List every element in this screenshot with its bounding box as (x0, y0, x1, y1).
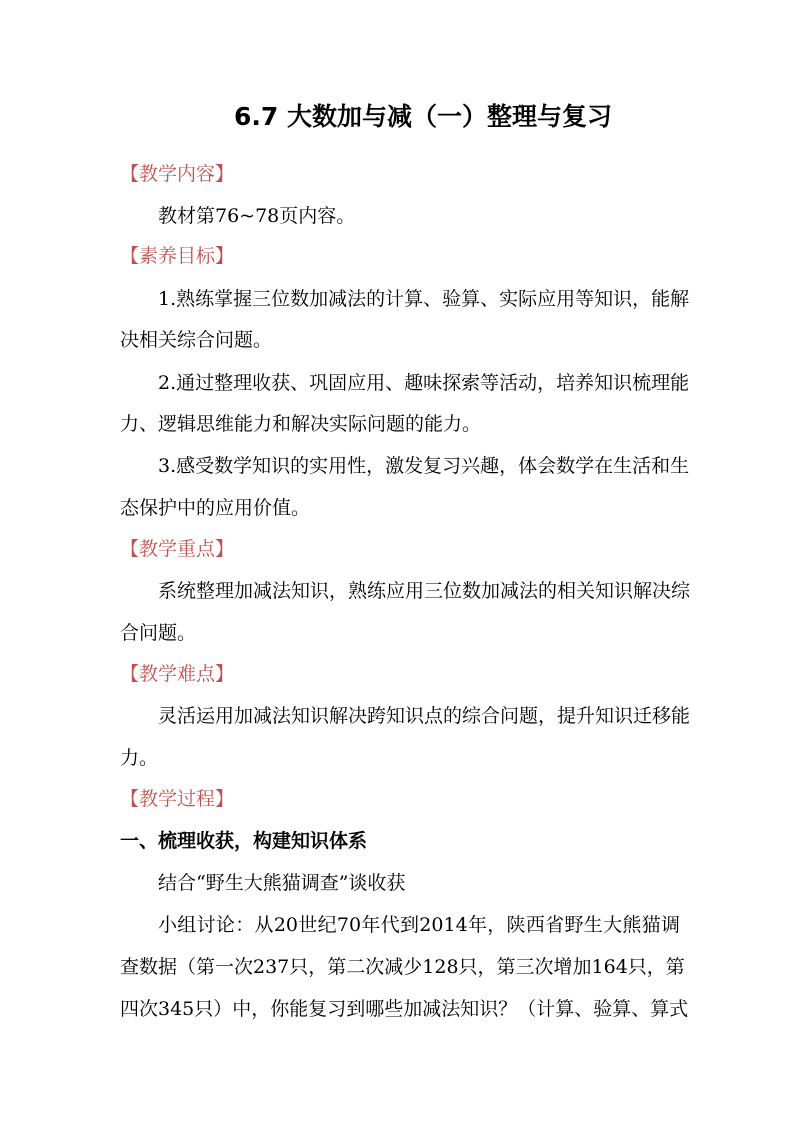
goal-line: 态保护中的应用价值。 (120, 497, 311, 519)
goal-line: 3.感受数学知识的实用性，激发复习兴趣，体会数学在生活和生 (158, 455, 690, 477)
goal-line: 1.熟练掌握三位数加减法的计算、验算、实际应用等知识，能解 (158, 288, 690, 310)
section-heading-goals: 【素养目标】 (120, 245, 235, 267)
key-point-line: 系统整理加减法知识，熟练应用三位数加减法的相关知识解决综 (158, 580, 691, 602)
section-heading-process: 【教学过程】 (120, 788, 235, 810)
content-line: 教材第76~78页内容。 (158, 205, 356, 227)
process-line: 四次345只）中，你能复习到哪些加减法知识？（计算、验算、算式 (120, 998, 689, 1020)
process-line: 结合“野生大熊猫调查”谈收获 (158, 872, 406, 894)
goal-line: 决相关综合问题。 (120, 329, 273, 351)
key-point-line: 合问题。 (120, 622, 197, 644)
goal-line: 力、逻辑思维能力和解决实际问题的能力。 (120, 413, 482, 435)
section-heading-key-points: 【教学重点】 (120, 538, 235, 560)
difficulty-line: 力。 (120, 747, 159, 769)
section-heading-difficulties: 【教学难点】 (120, 663, 235, 685)
process-line: 查数据（第一次237只，第二次减少128只，第三次增加164只，第 (120, 956, 685, 978)
goal-line: 2.通过整理收获、巩固应用、趣味探索等活动，培养知识梳理能 (158, 372, 690, 394)
process-line: 小组讨论：从20世纪70年代到2014年，陕西省野生大熊猫调 (158, 914, 680, 936)
page-title: 6.7 大数加与减（一）整理与复习 (234, 102, 612, 131)
difficulty-line: 灵活运用加减法知识解决跨知识点的综合问题，提升知识迁移能 (158, 705, 691, 727)
section-heading-content: 【教学内容】 (120, 163, 235, 185)
process-part-title: 一、梳理收获，构建知识体系 (120, 830, 368, 852)
